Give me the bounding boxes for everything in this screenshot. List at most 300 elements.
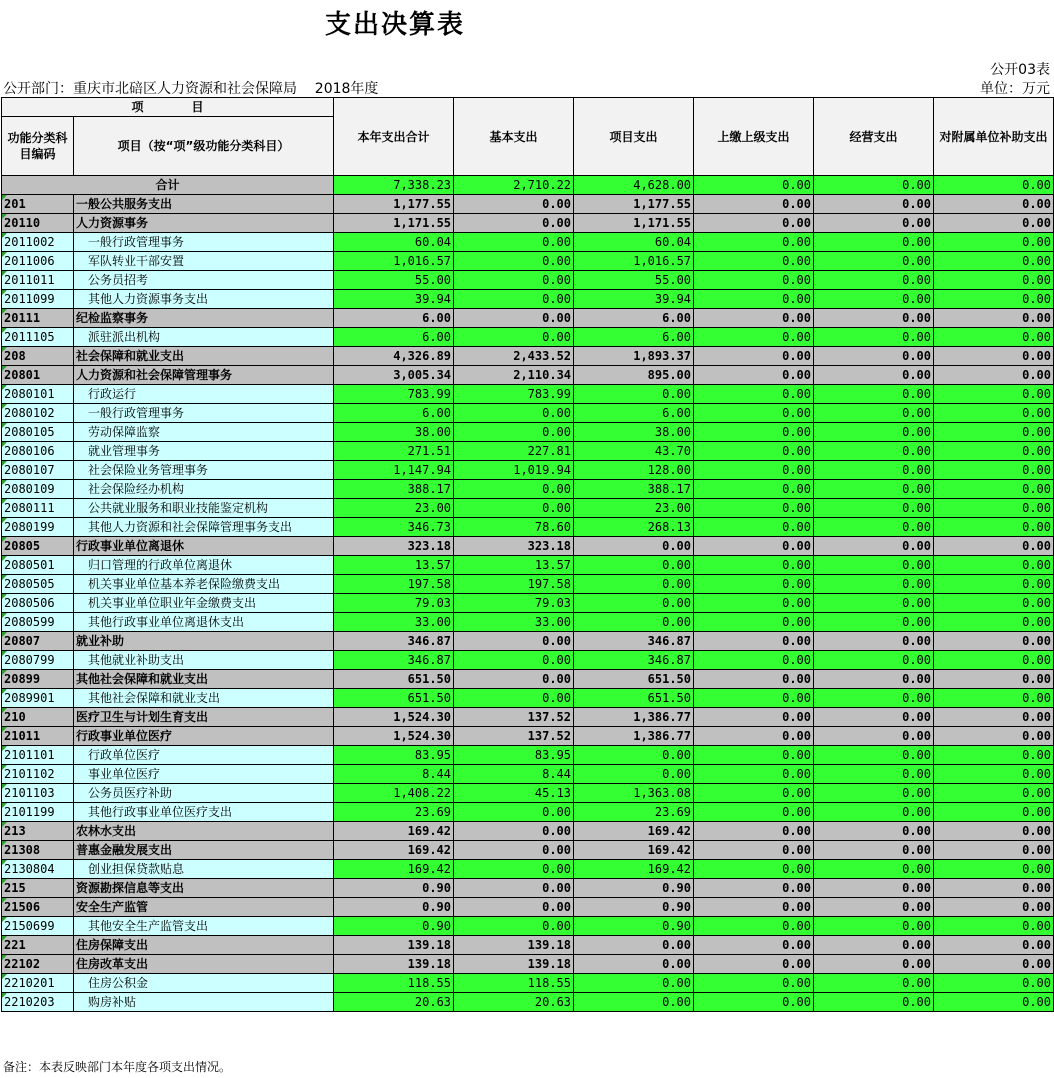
row-subsidy: 0.00 bbox=[934, 765, 1054, 784]
row-name: 其他行政事业单位医疗支出 bbox=[74, 803, 334, 822]
row-remit: 0.00 bbox=[694, 347, 814, 366]
row-subsidy: 0.00 bbox=[934, 423, 1054, 442]
category-row bbox=[2, 822, 1054, 841]
row-total: 55.00 bbox=[334, 271, 454, 290]
row-code: 2080506 bbox=[2, 594, 74, 613]
row-code: 2080199 bbox=[2, 518, 74, 537]
row-subsidy: 0.00 bbox=[934, 442, 1054, 461]
row-project: 1,363.08 bbox=[574, 784, 694, 803]
row-code: 20807 bbox=[2, 632, 74, 651]
item-row bbox=[2, 860, 1054, 879]
total-value: 7,338.23 bbox=[334, 176, 454, 195]
row-code: 2080102 bbox=[2, 404, 74, 423]
row-name: 人力资源事务 bbox=[74, 214, 334, 233]
row-name: 普惠金融发展支出 bbox=[74, 841, 334, 860]
row-basic: 1,019.94 bbox=[454, 461, 574, 480]
row-total: 169.42 bbox=[334, 860, 454, 879]
row-basic: 0.00 bbox=[454, 898, 574, 917]
category-row bbox=[2, 537, 1054, 556]
row-project: 43.70 bbox=[574, 442, 694, 461]
category-row bbox=[2, 898, 1054, 917]
row-business: 0.00 bbox=[814, 214, 934, 233]
row-subsidy: 0.00 bbox=[934, 898, 1054, 917]
header-row-1 bbox=[2, 98, 1054, 117]
row-total: 6.00 bbox=[334, 328, 454, 347]
row-subsidy: 0.00 bbox=[934, 936, 1054, 955]
row-business: 0.00 bbox=[814, 746, 934, 765]
row-name: 军队转业干部安置 bbox=[74, 252, 334, 271]
row-basic: 0.00 bbox=[454, 423, 574, 442]
row-remit: 0.00 bbox=[694, 537, 814, 556]
row-business: 0.00 bbox=[814, 689, 934, 708]
row-project: 38.00 bbox=[574, 423, 694, 442]
row-subsidy: 0.00 bbox=[934, 841, 1054, 860]
row-total: 346.87 bbox=[334, 651, 454, 670]
header-col-total: 本年支出合计 bbox=[334, 98, 454, 176]
row-name: 人力资源和社会保障管理事务 bbox=[74, 366, 334, 385]
row-name: 农林水支出 bbox=[74, 822, 334, 841]
row-remit: 0.00 bbox=[694, 879, 814, 898]
row-basic: 13.57 bbox=[454, 556, 574, 575]
row-code: 21308 bbox=[2, 841, 74, 860]
header-name: 项目（按“项”级功能分类科目） bbox=[74, 117, 334, 176]
row-name: 住房改革支出 bbox=[74, 955, 334, 974]
row-business: 0.00 bbox=[814, 366, 934, 385]
row-total: 783.99 bbox=[334, 385, 454, 404]
row-code: 2101101 bbox=[2, 746, 74, 765]
row-business: 0.00 bbox=[814, 461, 934, 480]
item-row bbox=[2, 575, 1054, 594]
row-project: 0.00 bbox=[574, 575, 694, 594]
row-code: 22102 bbox=[2, 955, 74, 974]
row-project: 0.90 bbox=[574, 879, 694, 898]
footnote: 备注：本表反映部门本年度各项支出情况。 bbox=[3, 1060, 232, 1074]
row-subsidy: 0.00 bbox=[934, 822, 1054, 841]
row-total: 1,016.57 bbox=[334, 252, 454, 271]
item-row bbox=[2, 594, 1054, 613]
category-row bbox=[2, 309, 1054, 328]
item-row bbox=[2, 271, 1054, 290]
row-total: 33.00 bbox=[334, 613, 454, 632]
row-remit: 0.00 bbox=[694, 385, 814, 404]
row-name: 就业补助 bbox=[74, 632, 334, 651]
item-row bbox=[2, 993, 1054, 1012]
item-row bbox=[2, 689, 1054, 708]
row-subsidy: 0.00 bbox=[934, 575, 1054, 594]
row-subsidy: 0.00 bbox=[934, 860, 1054, 879]
row-project: 0.00 bbox=[574, 556, 694, 575]
form-number: 公开03表 bbox=[990, 62, 1050, 78]
row-business: 0.00 bbox=[814, 613, 934, 632]
row-code: 2130804 bbox=[2, 860, 74, 879]
row-basic: 0.00 bbox=[454, 309, 574, 328]
row-total: 3,005.34 bbox=[334, 366, 454, 385]
row-project: 1,386.77 bbox=[574, 727, 694, 746]
row-total: 6.00 bbox=[334, 404, 454, 423]
row-project: 651.50 bbox=[574, 689, 694, 708]
row-name: 行政事业单位离退休 bbox=[74, 537, 334, 556]
row-total: 346.73 bbox=[334, 518, 454, 537]
row-business: 0.00 bbox=[814, 974, 934, 993]
row-basic: 0.00 bbox=[454, 917, 574, 936]
row-remit: 0.00 bbox=[694, 613, 814, 632]
row-project: 0.00 bbox=[574, 537, 694, 556]
row-project: 6.00 bbox=[574, 309, 694, 328]
row-subsidy: 0.00 bbox=[934, 290, 1054, 309]
row-business: 0.00 bbox=[814, 860, 934, 879]
row-subsidy: 0.00 bbox=[934, 461, 1054, 480]
item-row bbox=[2, 385, 1054, 404]
row-business: 0.00 bbox=[814, 404, 934, 423]
row-remit: 0.00 bbox=[694, 727, 814, 746]
row-project: 0.90 bbox=[574, 917, 694, 936]
row-project: 23.00 bbox=[574, 499, 694, 518]
row-code: 20111 bbox=[2, 309, 74, 328]
category-row bbox=[2, 936, 1054, 955]
row-code: 2101199 bbox=[2, 803, 74, 822]
row-project: 60.04 bbox=[574, 233, 694, 252]
row-name: 行政运行 bbox=[74, 385, 334, 404]
row-subsidy: 0.00 bbox=[934, 803, 1054, 822]
row-basic: 78.60 bbox=[454, 518, 574, 537]
row-code: 210 bbox=[2, 708, 74, 727]
row-project: 0.00 bbox=[574, 993, 694, 1012]
row-name: 社会保险业务管理事务 bbox=[74, 461, 334, 480]
header-code: 功能分类科目编码 bbox=[2, 117, 74, 176]
row-project: 23.69 bbox=[574, 803, 694, 822]
item-row bbox=[2, 613, 1054, 632]
row-business: 0.00 bbox=[814, 594, 934, 613]
row-code: 221 bbox=[2, 936, 74, 955]
row-total: 346.87 bbox=[334, 632, 454, 651]
row-business: 0.00 bbox=[814, 632, 934, 651]
row-basic: 137.52 bbox=[454, 727, 574, 746]
row-remit: 0.00 bbox=[694, 271, 814, 290]
row-business: 0.00 bbox=[814, 385, 934, 404]
row-basic: 45.13 bbox=[454, 784, 574, 803]
row-remit: 0.00 bbox=[694, 746, 814, 765]
row-total: 651.50 bbox=[334, 670, 454, 689]
row-basic: 0.00 bbox=[454, 214, 574, 233]
row-subsidy: 0.00 bbox=[934, 955, 1054, 974]
row-business: 0.00 bbox=[814, 499, 934, 518]
row-subsidy: 0.00 bbox=[934, 347, 1054, 366]
row-subsidy: 0.00 bbox=[934, 404, 1054, 423]
category-row bbox=[2, 955, 1054, 974]
row-basic: 197.58 bbox=[454, 575, 574, 594]
row-project: 1,016.57 bbox=[574, 252, 694, 271]
row-total: 1,524.30 bbox=[334, 708, 454, 727]
category-row bbox=[2, 708, 1054, 727]
row-subsidy: 0.00 bbox=[934, 594, 1054, 613]
row-project: 6.00 bbox=[574, 404, 694, 423]
row-basic: 0.00 bbox=[454, 632, 574, 651]
row-business: 0.00 bbox=[814, 898, 934, 917]
row-remit: 0.00 bbox=[694, 822, 814, 841]
row-business: 0.00 bbox=[814, 518, 934, 537]
row-project: 0.00 bbox=[574, 974, 694, 993]
row-basic: 0.00 bbox=[454, 290, 574, 309]
row-name: 住房公积金 bbox=[74, 974, 334, 993]
row-basic: 139.18 bbox=[454, 955, 574, 974]
item-row bbox=[2, 803, 1054, 822]
row-remit: 0.00 bbox=[694, 309, 814, 328]
row-business: 0.00 bbox=[814, 347, 934, 366]
row-total: 8.44 bbox=[334, 765, 454, 784]
row-subsidy: 0.00 bbox=[934, 727, 1054, 746]
row-subsidy: 0.00 bbox=[934, 214, 1054, 233]
row-subsidy: 0.00 bbox=[934, 518, 1054, 537]
row-basic: 0.00 bbox=[454, 651, 574, 670]
row-subsidy: 0.00 bbox=[934, 784, 1054, 803]
header-col-project: 项目支出 bbox=[574, 98, 694, 176]
unit-label: 单位：万元 bbox=[980, 81, 1050, 97]
row-remit: 0.00 bbox=[694, 898, 814, 917]
row-basic: 0.00 bbox=[454, 860, 574, 879]
row-total: 169.42 bbox=[334, 841, 454, 860]
row-name: 纪检监察事务 bbox=[74, 309, 334, 328]
row-total: 1,147.94 bbox=[334, 461, 454, 480]
row-name: 公共就业服务和职业技能鉴定机构 bbox=[74, 499, 334, 518]
row-name: 安全生产监管 bbox=[74, 898, 334, 917]
category-row bbox=[2, 366, 1054, 385]
row-name: 一般公共服务支出 bbox=[74, 195, 334, 214]
row-business: 0.00 bbox=[814, 556, 934, 575]
row-project: 55.00 bbox=[574, 271, 694, 290]
category-row bbox=[2, 195, 1054, 214]
row-code: 20110 bbox=[2, 214, 74, 233]
item-row bbox=[2, 290, 1054, 309]
row-remit: 0.00 bbox=[694, 252, 814, 271]
row-total: 1,171.55 bbox=[334, 214, 454, 233]
row-business: 0.00 bbox=[814, 917, 934, 936]
row-basic: 0.00 bbox=[454, 404, 574, 423]
row-basic: 0.00 bbox=[454, 670, 574, 689]
row-code: 20801 bbox=[2, 366, 74, 385]
row-name: 其他社会保障和就业支出 bbox=[74, 689, 334, 708]
category-row bbox=[2, 727, 1054, 746]
row-basic: 0.00 bbox=[454, 803, 574, 822]
header-col-remit: 上缴上级支出 bbox=[694, 98, 814, 176]
row-basic: 0.00 bbox=[454, 879, 574, 898]
row-basic: 0.00 bbox=[454, 841, 574, 860]
row-project: 0.00 bbox=[574, 385, 694, 404]
row-project: 169.42 bbox=[574, 860, 694, 879]
row-basic: 0.00 bbox=[454, 233, 574, 252]
expenditure-table bbox=[1, 97, 1054, 1012]
row-basic: 2,433.52 bbox=[454, 347, 574, 366]
row-name: 劳动保障监察 bbox=[74, 423, 334, 442]
row-remit: 0.00 bbox=[694, 993, 814, 1012]
row-project: 346.87 bbox=[574, 651, 694, 670]
row-code: 213 bbox=[2, 822, 74, 841]
row-name: 住房保障支出 bbox=[74, 936, 334, 955]
row-remit: 0.00 bbox=[694, 955, 814, 974]
row-total: 20.63 bbox=[334, 993, 454, 1012]
row-project: 1,386.77 bbox=[574, 708, 694, 727]
row-total: 139.18 bbox=[334, 936, 454, 955]
row-remit: 0.00 bbox=[694, 423, 814, 442]
row-project: 388.17 bbox=[574, 480, 694, 499]
row-project: 268.13 bbox=[574, 518, 694, 537]
row-remit: 0.00 bbox=[694, 841, 814, 860]
row-remit: 0.00 bbox=[694, 575, 814, 594]
row-business: 0.00 bbox=[814, 727, 934, 746]
row-total: 1,408.22 bbox=[334, 784, 454, 803]
row-business: 0.00 bbox=[814, 195, 934, 214]
row-remit: 0.00 bbox=[694, 499, 814, 518]
row-code: 2101103 bbox=[2, 784, 74, 803]
row-name: 其他人力资源事务支出 bbox=[74, 290, 334, 309]
row-project: 651.50 bbox=[574, 670, 694, 689]
row-basic: 0.00 bbox=[454, 822, 574, 841]
row-remit: 0.00 bbox=[694, 670, 814, 689]
row-business: 0.00 bbox=[814, 784, 934, 803]
row-business: 0.00 bbox=[814, 233, 934, 252]
row-subsidy: 0.00 bbox=[934, 879, 1054, 898]
row-basic: 20.63 bbox=[454, 993, 574, 1012]
row-remit: 0.00 bbox=[694, 917, 814, 936]
row-project: 1,171.55 bbox=[574, 214, 694, 233]
total-value: 4,628.00 bbox=[574, 176, 694, 195]
row-business: 0.00 bbox=[814, 765, 934, 784]
row-basic: 227.81 bbox=[454, 442, 574, 461]
item-row bbox=[2, 442, 1054, 461]
row-code: 2101102 bbox=[2, 765, 74, 784]
row-code: 2089901 bbox=[2, 689, 74, 708]
row-total: 1,524.30 bbox=[334, 727, 454, 746]
row-project: 346.87 bbox=[574, 632, 694, 651]
category-row bbox=[2, 347, 1054, 366]
row-basic: 33.00 bbox=[454, 613, 574, 632]
total-value: 0.00 bbox=[694, 176, 814, 195]
item-row bbox=[2, 518, 1054, 537]
row-code: 215 bbox=[2, 879, 74, 898]
row-total: 60.04 bbox=[334, 233, 454, 252]
row-remit: 0.00 bbox=[694, 708, 814, 727]
row-basic: 83.95 bbox=[454, 746, 574, 765]
item-row bbox=[2, 461, 1054, 480]
row-basic: 2,110.34 bbox=[454, 366, 574, 385]
row-code: 21506 bbox=[2, 898, 74, 917]
row-code: 2210203 bbox=[2, 993, 74, 1012]
row-project: 169.42 bbox=[574, 841, 694, 860]
row-business: 0.00 bbox=[814, 423, 934, 442]
row-business: 0.00 bbox=[814, 252, 934, 271]
row-total: 139.18 bbox=[334, 955, 454, 974]
row-total: 388.17 bbox=[334, 480, 454, 499]
row-name: 其他就业补助支出 bbox=[74, 651, 334, 670]
row-remit: 0.00 bbox=[694, 974, 814, 993]
row-subsidy: 0.00 bbox=[934, 366, 1054, 385]
row-remit: 0.00 bbox=[694, 936, 814, 955]
row-remit: 0.00 bbox=[694, 214, 814, 233]
row-business: 0.00 bbox=[814, 841, 934, 860]
item-row bbox=[2, 784, 1054, 803]
row-total: 83.95 bbox=[334, 746, 454, 765]
row-code: 2080505 bbox=[2, 575, 74, 594]
row-business: 0.00 bbox=[814, 290, 934, 309]
row-name: 其他社会保障和就业支出 bbox=[74, 670, 334, 689]
item-row bbox=[2, 328, 1054, 347]
row-code: 2080501 bbox=[2, 556, 74, 575]
row-remit: 0.00 bbox=[694, 689, 814, 708]
row-subsidy: 0.00 bbox=[934, 917, 1054, 936]
total-label: 合计 bbox=[2, 176, 334, 195]
row-name: 机关事业单位职业年金缴费支出 bbox=[74, 594, 334, 613]
row-total: 79.03 bbox=[334, 594, 454, 613]
row-name: 归口管理的行政单位离退休 bbox=[74, 556, 334, 575]
row-total: 1,177.55 bbox=[334, 195, 454, 214]
row-basic: 323.18 bbox=[454, 537, 574, 556]
row-subsidy: 0.00 bbox=[934, 480, 1054, 499]
row-remit: 0.00 bbox=[694, 366, 814, 385]
page-title: 支出决算表 bbox=[324, 10, 465, 40]
row-total: 169.42 bbox=[334, 822, 454, 841]
row-subsidy: 0.00 bbox=[934, 309, 1054, 328]
row-business: 0.00 bbox=[814, 271, 934, 290]
row-code: 2080105 bbox=[2, 423, 74, 442]
row-subsidy: 0.00 bbox=[934, 746, 1054, 765]
row-subsidy: 0.00 bbox=[934, 613, 1054, 632]
row-name: 资源勘探信息等支出 bbox=[74, 879, 334, 898]
row-basic: 79.03 bbox=[454, 594, 574, 613]
row-subsidy: 0.00 bbox=[934, 708, 1054, 727]
item-row bbox=[2, 556, 1054, 575]
row-name: 机关事业单位基本养老保险缴费支出 bbox=[74, 575, 334, 594]
row-project: 6.00 bbox=[574, 328, 694, 347]
row-code: 20899 bbox=[2, 670, 74, 689]
row-basic: 0.00 bbox=[454, 480, 574, 499]
total-row bbox=[2, 176, 1054, 195]
row-remit: 0.00 bbox=[694, 461, 814, 480]
item-row bbox=[2, 480, 1054, 499]
row-code: 2150699 bbox=[2, 917, 74, 936]
row-subsidy: 0.00 bbox=[934, 632, 1054, 651]
row-name: 事业单位医疗 bbox=[74, 765, 334, 784]
row-remit: 0.00 bbox=[694, 784, 814, 803]
row-remit: 0.00 bbox=[694, 328, 814, 347]
row-total: 13.57 bbox=[334, 556, 454, 575]
row-name: 其他安全生产监管支出 bbox=[74, 917, 334, 936]
row-code: 208 bbox=[2, 347, 74, 366]
row-business: 0.00 bbox=[814, 670, 934, 689]
row-subsidy: 0.00 bbox=[934, 328, 1054, 347]
row-subsidy: 0.00 bbox=[934, 556, 1054, 575]
row-business: 0.00 bbox=[814, 879, 934, 898]
row-code: 2011006 bbox=[2, 252, 74, 271]
row-total: 0.90 bbox=[334, 917, 454, 936]
row-code: 2011099 bbox=[2, 290, 74, 309]
item-row bbox=[2, 974, 1054, 993]
item-row bbox=[2, 917, 1054, 936]
row-remit: 0.00 bbox=[694, 556, 814, 575]
row-business: 0.00 bbox=[814, 803, 934, 822]
row-basic: 8.44 bbox=[454, 765, 574, 784]
row-name: 行政事业单位医疗 bbox=[74, 727, 334, 746]
row-remit: 0.00 bbox=[694, 195, 814, 214]
row-project: 0.90 bbox=[574, 898, 694, 917]
row-subsidy: 0.00 bbox=[934, 499, 1054, 518]
row-project: 0.00 bbox=[574, 955, 694, 974]
row-project: 128.00 bbox=[574, 461, 694, 480]
row-subsidy: 0.00 bbox=[934, 385, 1054, 404]
item-row bbox=[2, 499, 1054, 518]
row-project: 1,177.55 bbox=[574, 195, 694, 214]
row-code: 2011011 bbox=[2, 271, 74, 290]
row-subsidy: 0.00 bbox=[934, 233, 1054, 252]
category-row bbox=[2, 879, 1054, 898]
